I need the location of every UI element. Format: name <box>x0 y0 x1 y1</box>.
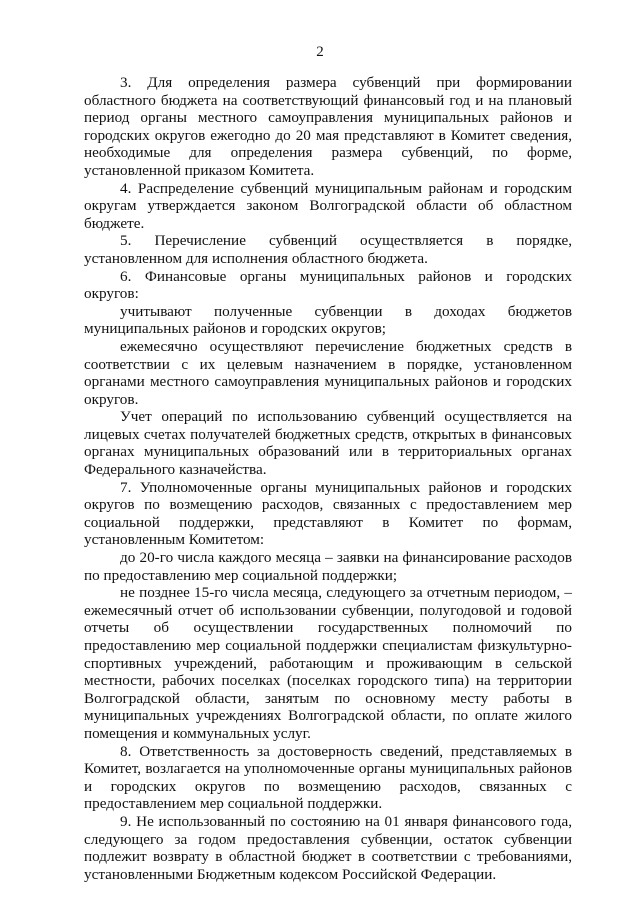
paragraph-6-item-1: учитывают полученные субвенции в доходах бюджетов муниципальных районов и городских округов; <box>84 302 572 338</box>
paragraph-3: 3. Для определения размера субвенций при формировании областного бюджета на соответствующий финансовый год и на плановый период органы местного самоуправления муниципальных районов и городских округов ежегодно до 20 мая представляют в Комитет сведения, необходимые для определения размера субвенций, по форме, установленной приказом Комитета. <box>84 74 572 179</box>
paragraph-7-item-1: до 20-го числа каждого месяца – заявки на финансирование расходов по предоставлению мер социальной поддержки; <box>84 549 572 584</box>
paragraph-6-item-2: ежемесячно осуществляют перечисление бюджетных средств в соответствии с их целевым назначением в порядке, установленном органами местного самоуправления муниципальных районов и городских округов. <box>84 337 572 408</box>
paragraph-9: 9. Не использованный по состоянию на 01 января финансового года, следующего за годом предоставления субвенции, остаток субвенции подлежит возврату в областной бюджет в соответствии с требованиями, установленными Бюджетным кодексом Российской Федерации. <box>84 812 572 883</box>
paragraph-5: 5. Перечисление субвенций осуществляется в порядке, установленном для исполнения областного бюджета. <box>84 232 572 267</box>
document-body <box>84 74 572 883</box>
paragraph-8: 8. Ответственность за достоверность сведений, представляемых в Комитет, возлагается на уполномоченные органы муниципальных районов и городских округов по возмещению расходов, связанных с предоставлением мер социальной поддержки. <box>84 742 572 813</box>
paragraph-6: 6. Финансовые органы муниципальных районов и городских округов: <box>84 267 572 303</box>
paragraph-7-item-2: не позднее 15-го числа месяца, следующего за отчетным периодом, – ежемесячный отчет об использовании субвенции, полугодовой и годовой отчеты об осуществлении государственных полномочий по предоставлению мер социальной поддержки специалистам физкультурно-спортивных учреждений, работающим и проживающим в сельской местности, рабочих поселках (поселках городского типа) на территории Волгоградской области, занятым по основному месту работы в муниципальных учреждениях Волгоградской области, по оплате жилого помещения и коммунальных услуг. <box>84 584 572 742</box>
paragraph-4: 4. Распределение субвенций муниципальным районам и городским округам утверждается законом Волгоградской области об областном бюджете. <box>84 179 572 232</box>
paragraph-7: 7. Уполномоченные органы муниципальных районов и городских округов по возмещению расходов, связанных с предоставлением мер социальной поддержки, представляют в Комитет по формам, установленным Комитетом: <box>84 478 572 549</box>
paragraph-accounting: Учет операций по использованию субвенций осуществляется на лицевых счетах получателей бюджетных средств, открытых в финансовых органах муниципальных образований или в территориальных органах Федерального казначейства. <box>84 408 572 479</box>
page-number: 2 <box>316 44 324 60</box>
